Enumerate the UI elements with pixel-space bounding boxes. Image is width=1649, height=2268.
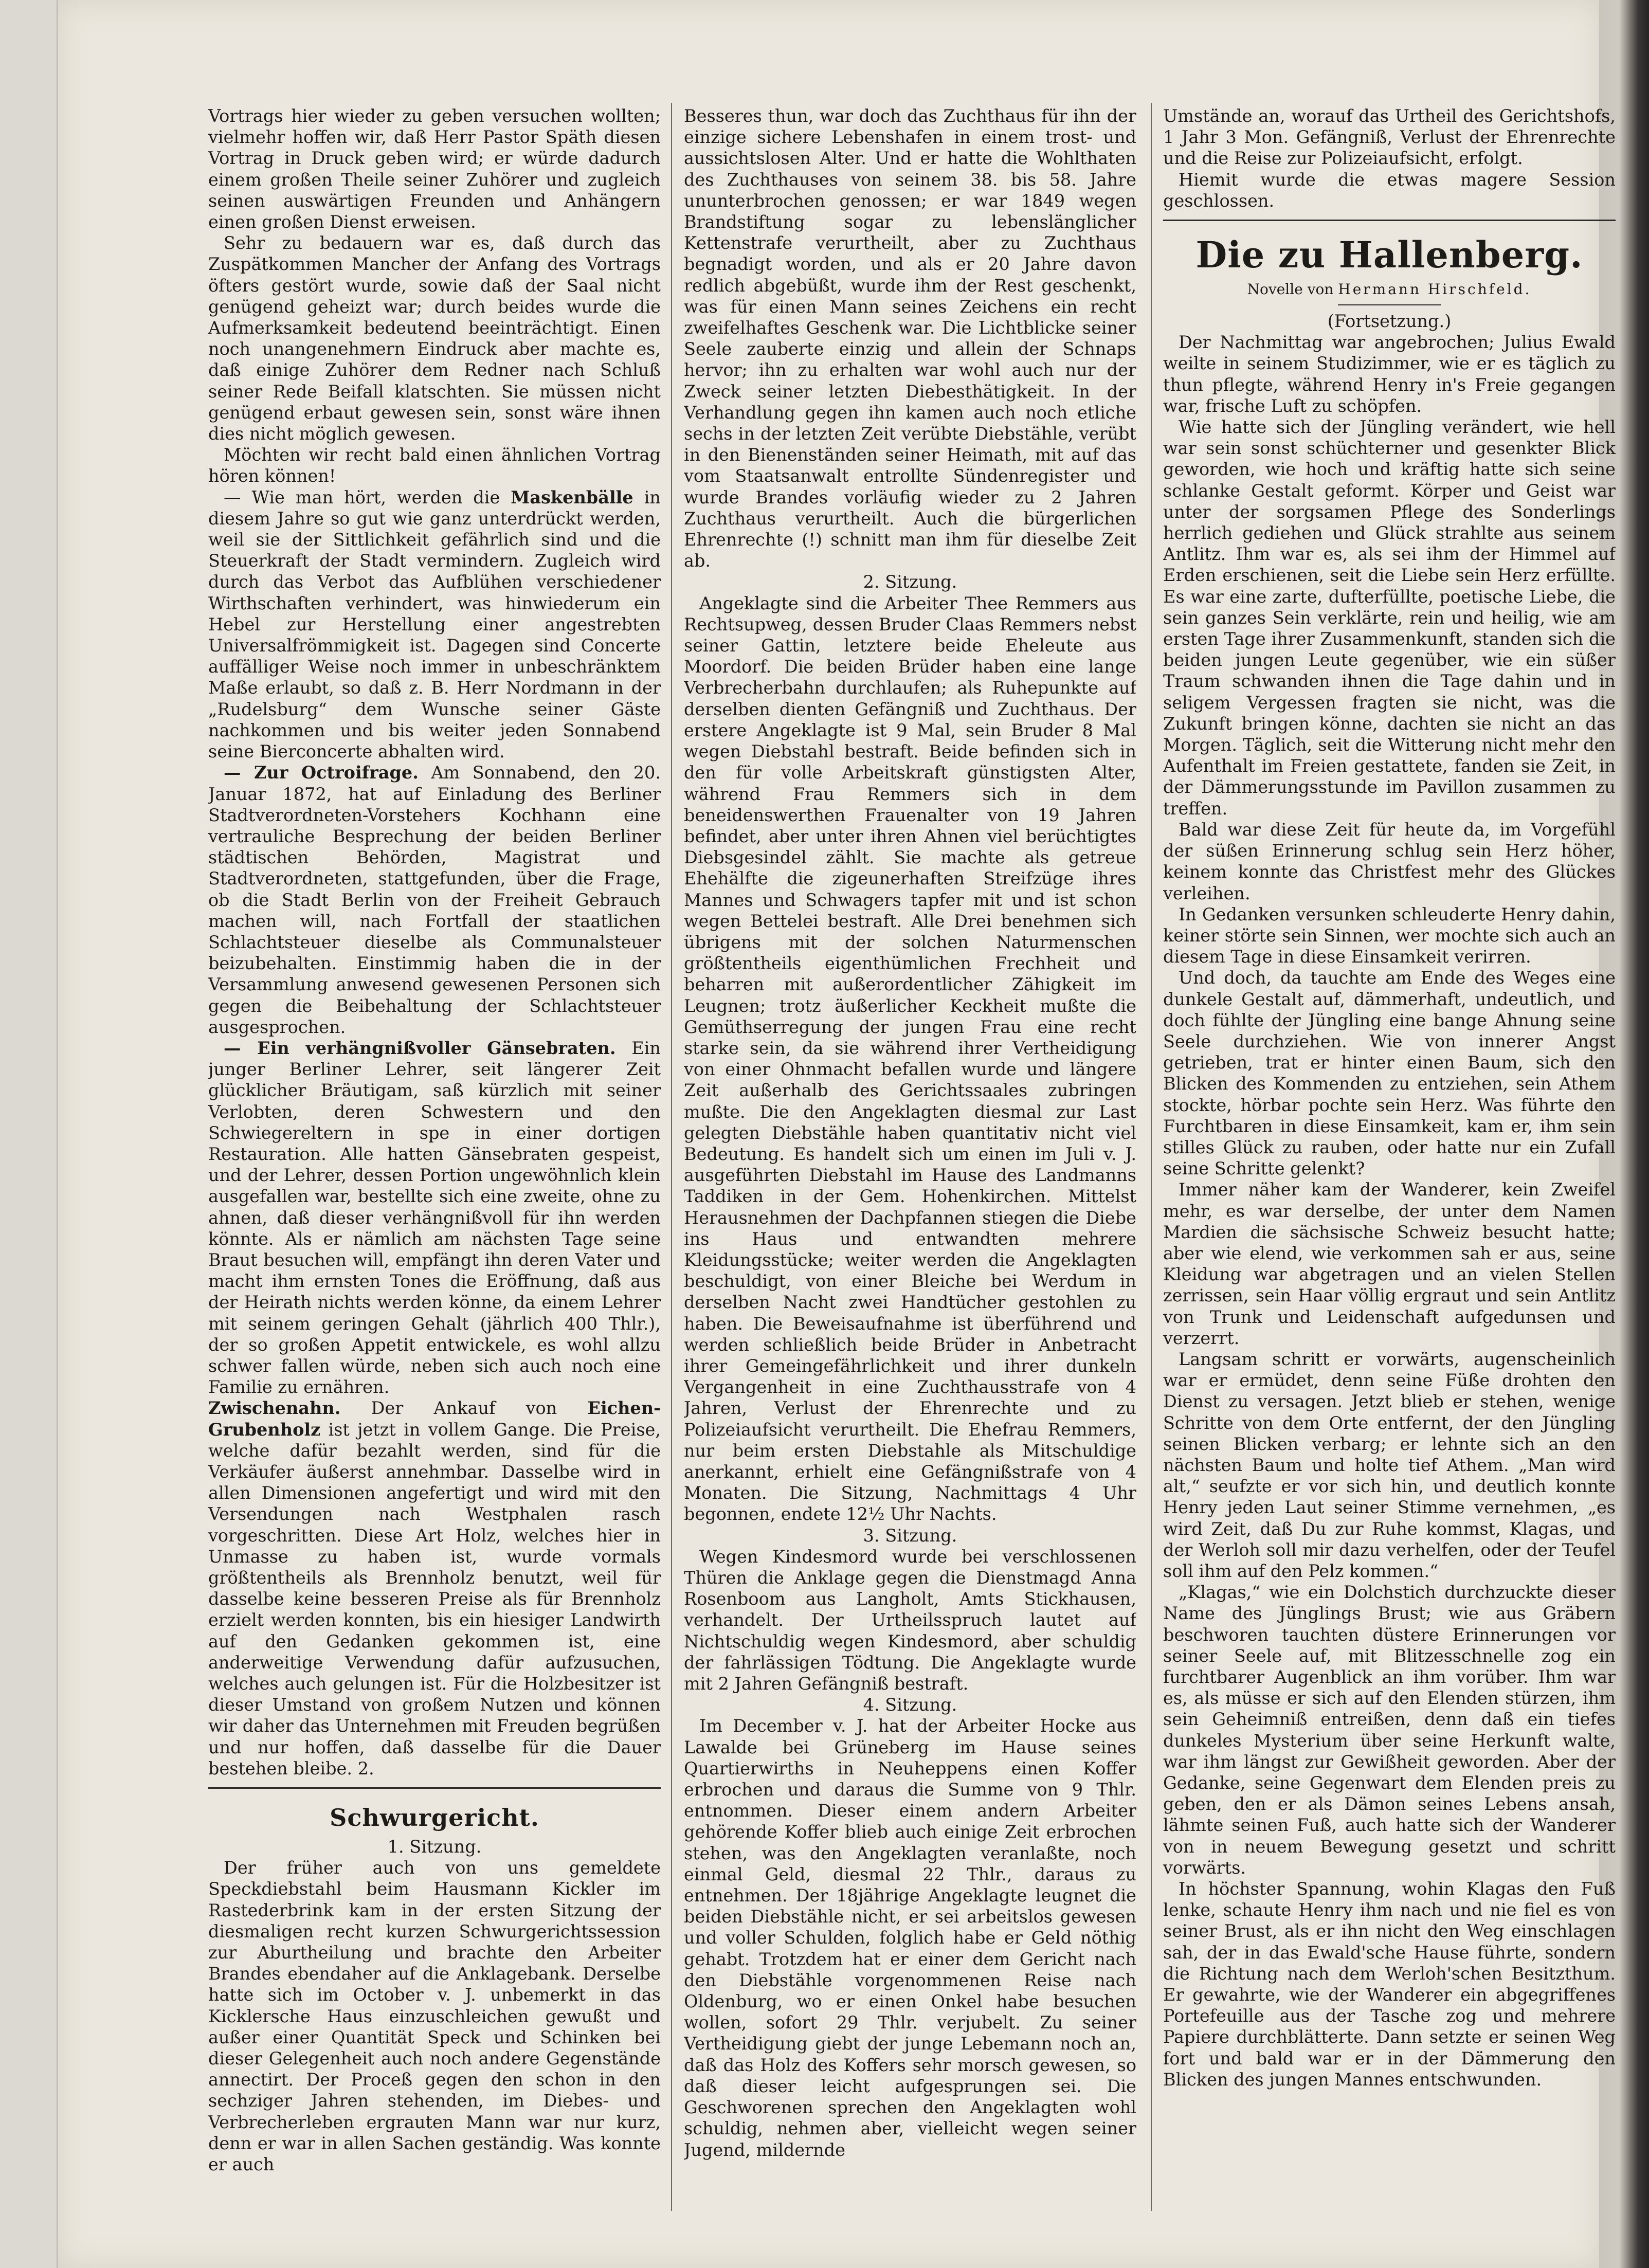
- section-title-schwurgericht: Schwurgericht.: [330, 1804, 539, 1832]
- session-heading: 1. Sitzung.: [387, 1837, 482, 1857]
- byline-prefix: Novelle von: [1247, 281, 1338, 298]
- column-divider: [671, 103, 672, 2211]
- paragraph: Vortrags hier wieder zu geben versuchen wollten; vielmehr hoffen wir, daß Herr Pastor Späth diesen Vortrag in Druck geben wird; er würde dadurch einem großen Theile seiner Zuhörer und zugleich seinen auswärtigen Freunden und Anhängern einen großen Dienst erweisen.: [208, 106, 661, 232]
- paragraph: Angeklagte sind die Arbeiter Thee Remmers aus Rechtsupweg, dessen Bruder Claas Remmers nebst seiner Gattin, letztere beide Eheleute aus Moordorf. Die beiden Brüder haben eine lange Verbrecherbahn durchlaufen; als Ruhepunkte auf derselben dienten Gefängniß und Zuchthaus. Der erstere Angeklagte ist 9 Mal, sein Bruder 8 Mal wegen Diebstahl bestraft. Beide befinden sich in den für volle Arbeitskraft günstigsten Alter, während Frau Remmers sich in dem beneidenswerthen Frauenalter von 19 Jahren befindet, aber unter ihren Ahnen viel berüchtigtes Diebsgesindel zählt. Sie machte als getreue Ehehälfte die zigeunerhaften Streifzüge ihres Mannes und Schwagers tapfer mit und ist schon wegen Bettelei bestraft. Alle Drei benehmen sich übrigens mit der solchen Naturmenschen größtentheils eigenthümlichen Frechheit und beharren mit außerordentlicher Zähigkeit im Leugnen; trotz äußerlicher Keckheit mußte die Gemüthserregung der jungen Frau eine recht starke sein, da sie während ihrer Vertheidigung von einer Ohnmacht befallen wurde und längere Zeit außerhalb des Gerichtssaales zubringen mußte. Die den Angeklagten diesmal zur Last gelegten Diebstähle haben quantitativ nicht viel Bedeutung. Es handelt sich um einen im Juli v. J. ausgeführten Diebstahl im Hause des Landmanns Taddiken in der Gem. Hohenkirchen. Mittelst Herausnehmen der Dachpfannen stiegen die Diebe ins Haus und entwandten mehrere Kleidungsstücke; weiter werden die Angeklagten beschuldigt, von einer Bleiche bei Werdum in derselben Nacht zwei Handtücher gestohlen zu haben. Die Beweisaufnahme ist überführend und werden schließlich beide Brüder in Anbetracht ihrer Gemeingefährlichkeit und ihrer dunkeln Vergangenheit in eine Zuchthausstrafe von 4 Jahren, Verlust der Ehrenrechte und zu Polizeiaufsicht verurtheilt. Die Ehefrau Remmers, nur beim ersten Diebstahle als Mitschuldige anerkannt, erhielt eine Gefängnißstrafe von 4 Monaten. Die Sitzung, Nachmittags 4 Uhr begonnen, endete 12½ Uhr Nachts.: [684, 593, 1136, 1525]
- column-middle: [684, 105, 1136, 2188]
- byline: [1163, 280, 1616, 299]
- paragraph: Hiemit wurde die etwas magere Session geschlossen.: [1163, 169, 1616, 211]
- headline-maskenbaelle: Maskenbälle: [511, 487, 633, 507]
- paragraph: Und doch, da tauchte am Ende des Weges eine dunkele Gestalt auf, dämmerhaft, undeutlich, und doch fühlte der Jüngling eine bange Ahnung seine Seele durchziehen. Wie von innerer Angst getrieben, trat er hinter einen Baum, sich den Blicken des Kommenden zu entziehen, sein Athem stockte, hörbar pochte sein Herz. Was führte den Furchtbaren in diese Einsamkeit, kam er, ihm sein stilles Glück zu rauben, oder hatte nur ein Zufall seine Schritte gelenkt?: [1163, 968, 1616, 1179]
- text: ist jetzt in vollem Gange. Die Preise, welche dafür bezahlt werden, sind für die Verkäufer äußerst annehmbar. Dasselbe wird in allen Dimensionen angefertigt und wird mit den Versendungen nach Westphalen rasch vorgeschritten. Diese Art Holz, welches hier in Unmasse zu haben ist, wurde vormals größtentheils als Brennholz benutzt, weil für dasselbe keine besseren Preise als für Brennholz erzielt werden konnten, bis ein hiesiger Landwirth auf den Gedanken gekommen ist, eine anderweitige Verwendung dafür aufzusuchen, welches auch gelungen ist. Für die Holzbesitzer ist dieser Umstand von großem Nutzen und können wir daher das Unternehmen mit Freuden begrüßen und nur hoffen, daß dasselbe für die Dauer bestehen bleibe.: [208, 1419, 661, 1779]
- author-name: Hermann Hirschfeld.: [1338, 281, 1532, 298]
- column-divider: [1151, 103, 1152, 2211]
- paragraph: Besseres thun, war doch das Zuchthaus für ihn der einzige sichere Lebenshafen in einem trost- und aussichtslosen Alter. Und er hatte die Wohlthaten des Zuchthauses von seinem 38. bis 58. Jahre ununterbrochen genossen; er war 1849 wegen Brandstiftung sogar zu lebenslänglicher Kettenstrafe verurtheilt, aber zu Zuchthaus begnadigt worden, und als er 20 Jahre davon redlich abgebüßt, wurde ihm der Rest geschenkt, was für einen Mann seines Zeichens ein recht zweifelhaftes Geschenk war. Die Lichtblicke seiner Seele zauberte einzig und allein der Schnaps hervor; ihn zu erhalten war wohl auch nur der Zweck seiner letzten Diebesthätigkeit. In der Verhandlung gegen ihn kamen auch noch etliche sechs in der letzten Zeit verübte Diebstähle, verübt in den Bienenständen seiner Heimath, mit auf das vom Staatsanwalt entrollte Sündenregister und wurde Brandes vorläufig wieder zu 2 Jahren Zuchthaus verurtheilt. Auch die bürgerlichen Ehrenrechte (!) schnitt man ihm für dieselbe Zeit ab.: [684, 106, 1136, 571]
- text: Am Sonnabend, den 20. Januar 1872, hat auf Einladung des Berliner Stadtverordneten-Vorstehers Kochhann eine vertrauliche Besprechung der beiden Berliner städtischen Behörden, Magistrat und Stadtverordneten, stattgefunden, über die Frage, ob die Stadt Berlin von der Freiheit Gebrauch machen will, nach Fortfall der staatlichen Schlachtsteuer dieselbe als Communalsteuer beizubehalten. Einstimmig haben die in der Versammlung anwesend gewesenen Personen sich gegen die Beibehaltung der Schlachtsteuer ausgesprochen.: [208, 763, 661, 1037]
- column-right: [1163, 105, 1616, 2188]
- novel-title: Die zu Hallenberg.: [1195, 233, 1583, 277]
- session-heading: 2. Sitzung.: [863, 572, 957, 592]
- paragraph: In Gedanken versunken schleuderte Henry dahin, keiner störte sein Sinnen, wer mochte sich auch an diesem Tage in diese Einsamkeit verirren.: [1163, 904, 1616, 967]
- session-heading: 3. Sitzung.: [863, 1525, 957, 1546]
- paragraph: Bald war diese Zeit für heute da, im Vorgefühl der süßen Erinnerung schlug sein Herz höher, keinem konnte das Christfest mehr des Glückes verleihen.: [1163, 819, 1616, 903]
- paragraph: Der Nachmittag war angebrochen; Julius Ewald weilte in seinem Studizimmer, wie er es täglich zu thun pflegte, während Henry in's Freie gegangen war, frische Luft zu schöpfen.: [1163, 332, 1616, 416]
- paragraph: Immer näher kam der Wanderer, kein Zweifel mehr, es war derselbe, der unter dem Namen Mardien die sächsische Schweiz besucht hatte; aber wie elend, wie verkommen sah er aus, seine Kleidung war abgetragen und an vielen Stellen zerrissen, sein Haar völlig ergraut und sein Antlitz von Trunk und Leidenschaft aufgedunsen und verzerrt.: [1163, 1180, 1616, 1348]
- section-rule: [1163, 220, 1616, 221]
- headline-zwischenahn: Zwischenahn.: [208, 1398, 341, 1419]
- news-item-zwischenahn: [208, 1398, 661, 1779]
- headline-octroifrage: — Zur Octroifrage.: [224, 763, 419, 783]
- paragraph: „Klagas,“ wie ein Dolchstich durchzuckte dieser Name des Jünglings Brust; wie aus Gräbern beschworen tauchten düstere Erinnerungen vor seiner Seele auf, mit Blitzesschnelle zog ein furchtbarer Augenblick an ihm vorüber. Ihm war es, als müsse er sich auf den Elenden stürzen, ihm sein Geheimniß entreißen, denn daß ein tiefes dunkeles Mysterium über seine Herkunft walte, war ihm längst zur Gewißheit geworden. Aber der Gedanke, seine Gegenwart dem Elenden preis zu geben, den er als Dämon seines Lebens ansah, lähmte seinen Fuß, auch hatte sich der Wanderer von in neuem Bewegung gesetzt und schritt vorwärts.: [1163, 1582, 1616, 1878]
- paragraph: Umstände an, worauf das Urtheil des Gerichtshofs, 1 Jahr 3 Mon. Gefängniß, Verlust der Ehrenrechte und die Reise zur Polizeiaufsicht, erfolgt.: [1163, 106, 1616, 169]
- paragraph: Möchten wir recht bald einen ähnlichen Vortrag hören können!: [208, 445, 661, 486]
- paragraph: Wie hatte sich der Jüngling verändert, wie hell war sein sonst schüchterner und gesenkter Blick geworden, wie hoch und kräftig hatte sich seine schlanke Gestalt geformt. Körper und Geist war unter der sorgsamen Pflege des Sonderlings herrlich gediehen und Glück strahlte aus seinem Antlitz. Ihm war es, als sei ihm der Himmel auf Erden erschienen, seit die Liebe sein Herz erfüllte. Es war eine zarte, dufterfüllte, poetische Liebe, die sein ganzes Sein verklärte, rein und heilig, wie am ersten Tage ihrer Zusammenkunft, standen sich die beiden jungen Leute gegenüber, wie ein süßer Traum schwanden ihnen die Tage dahin und in seligem Vergessen fragten sie nicht, was die Zukunft bringen könne, dachten sie nicht an das Morgen. Täglich, seit die Witterung nicht mehr den Aufenthalt im Freien gestattete, fanden sie Zeit, in der Dämmerungsstunde im Pavillon zusammen zu treffen.: [1163, 417, 1616, 819]
- paragraph: Im December v. J. hat der Arbeiter Hocke aus Lawalde bei Grüneberg im Hause seines Quartierwirths in Neuheppens einen Koffer erbrochen und daraus die Summe von 9 Thlr. entnommen. Dieser einem andern Arbeiter gehörende Koffer blieb auch einige Zeit erbrochen stehen, was den Angeklagten veranlaßte, noch einmal Geld, diesmal 22 Thlr., daraus zu entnehmen. Der 18jährige Angeklagte leugnet die beiden Diebstähle nicht, er sei arbeitslos gewesen und voller Schulden, folglich habe er Geld nöthig gehabt. Trotzdem hat er einer dem Gericht nach den Diebstähle vorgenommenen Reise nach Oldenburg, wo er einen Onkel habe besuchen wollen, sofort 29 Thlr. verjubelt. Zu seiner Vertheidigung giebt der junge Lebemann noch an, daß das Holz des Koffers sehr morsch gewesen, so daß dieser leicht aufgesprungen sei. Die Geschworenen sprechen den Angeklagten wohl schuldig, nehmen aber, vielleicht wegen seiner Jugend, mildernde: [684, 1716, 1136, 2160]
- news-item-gaensebraten: [208, 1038, 661, 1398]
- text: Ein junger Berliner Lehrer, seit längerer Zeit glücklicher Bräutigam, saß kürzlich mit seiner Verlobten, deren Schwestern und den Schwiegereltern in spe in einer dortigen Restauration. Alle hatten Gänsebraten gespeist, und der Lehrer, dessen Portion ungewöhnlich klein ausgefallen war, bestellte sich eine zweite, ohne zu ahnen, daß dieser verhängnißvoll für ihn werden könnte. Als er nämlich am nächsten Tage seine Braut besuchen will, empfängt ihn deren Vater und macht ihm ernsten Tones die Eröffnung, daß aus der Heirath nichts werden könne, da einem Lehrer mit seinem geringen Gehalt (jährlich 400 Thlr.), der so großen Appetit entwickele, es wohl allzu schwer fallen würde, neben sich auch noch eine Familie zu ernähren.: [208, 1038, 661, 1398]
- news-item-octroifrage: [208, 762, 661, 1038]
- text: — Wie man hört, werden die: [224, 487, 511, 507]
- text: in diesem Jahre so gut wie ganz unterdrückt werden, weil sie der Sittlichkeit gefährlich sind und die Steuerkraft der Stadt vermindern. Zugleich wird durch das Verbot das Aufblühen verschiedener Wirthschaften verhindert, was hinwiederum ein Hebel zur Herstellung einer angestrebten Universalfrömmigkeit ist. Dagegen sind Concerte auffälliger Weise noch immer in unbeschränktem Maße erlaubt, so daß z. B. Herr Nordmann in der „Rudelsburg“ dem Wunsche seiner Gäste nachkommen und bis weiter jeden Sonnabend seine Bierconcerte abhalten wird.: [208, 487, 661, 762]
- column-left: [208, 105, 661, 2188]
- headline-gaensebraten: — Ein verhängnißvoller Gänsebraten.: [224, 1038, 616, 1058]
- bold-term: Eichen-Grubenholz: [208, 1398, 661, 1440]
- text: Der Ankauf von: [340, 1398, 588, 1419]
- news-item-maskenbaelle: [208, 487, 661, 763]
- paragraph: In höchster Spannung, wohin Klagas den Fuß lenke, schaute Henry ihm nach und nie fiel es von seiner Brust, als er ihn nicht den Weg einschlagen sah, der in das Ewald'sche Hause führte, sondern die Richtung nach dem Werloh'schen Besitzthum. Er gewahrte, wie der Wanderer ein abgegriffenes Portefeuille aus der Tasche zog und mehrere Papiere durchblätterte. Dann setzte er seinen Weg fort und bald war er in der Dämmerung den Blicken des jungen Mannes entschwunden.: [1163, 1879, 1616, 2090]
- paragraph: Wegen Kindesmord wurde bei verschlossenen Thüren die Anklage gegen die Dienstmagd Anna Rosenboom aus Langholt, Amts Stickhausen, verhandelt. Der Urtheilsspruch lautet auf Nichtschuldig wegen Kindesmord, aber schuldig der fahrlässigen Tödtung. Die Angeklagte wurde mit 2 Jahren Gefängniß bestraft.: [684, 1546, 1136, 1694]
- session-heading: 4. Sitzung.: [863, 1695, 957, 1715]
- section-rule: [208, 1787, 661, 1789]
- continuation-note: (Fortsetzung.): [1327, 311, 1452, 332]
- paragraph: Sehr zu bedauern war es, daß durch das Zuspätkommen Mancher der Anfang des Vortrags öfters gestört wurde, sowie daß der Saal nicht genügend geheizt war; durch beides wurde die Aufmerksamkeit bedeutend beeinträchtigt. Einen noch unangenehmern Eindruck aber machte es, daß einige Zuhörer dem Redner nach Schluß seiner Rede Beifall klatschten. Sie müssen nicht genügend erbaut gewesen sein, sonst wäre ihnen dies nicht möglich gewesen.: [208, 233, 661, 444]
- paragraph: Langsam schritt er vorwärts, augenscheinlich war er ermüdet, denn seine Füße drohten den Dienst zu versagen. Jetzt blieb er stehen, wenige Schritte von dem Orte entfernt, der den Jüngling seinen Blicken verbarg; er lehnte sich an den nächsten Baum und holte tief Athem. „Man wird alt,“ seufzte er vor sich hin, und deutlich konnte Henry jeden Laut seiner Stimme vernehmen, „es wird Zeit, daß Du zur Ruhe kommst, Klagas, und der Werloh soll mir dazu verhelfen, oder der Teufel soll ihm auf den Pelz kommen.“: [1163, 1349, 1616, 1581]
- signature: 2.: [357, 1758, 374, 1779]
- paragraph: Der früher auch von uns gemeldete Speckdiebstahl beim Hausmann Kickler im Rastederbrink kam in der ersten Sitzung der diesmaligen recht kurzen Schwurgerichtssession zur Aburtheilung und brachte den Arbeiter Brandes ebendaher auf die Anklagebank. Derselbe hatte sich im October v. J. unbemerkt in das Kicklersche Haus einzuschleichen gewußt und außer einer Quantität Speck und Schinken bei dieser Gelegenheit auch noch andere Gegenstände annectirt. Der Proceß gegen den schon in den sechziger Jahren stehenden, im Diebes- und Verbrecherleben ergrauten Mann war nur kurz, denn er war in allen Sachen geständig. Was konnte er auch: [208, 1858, 661, 2175]
- short-rule: [1338, 304, 1441, 305]
